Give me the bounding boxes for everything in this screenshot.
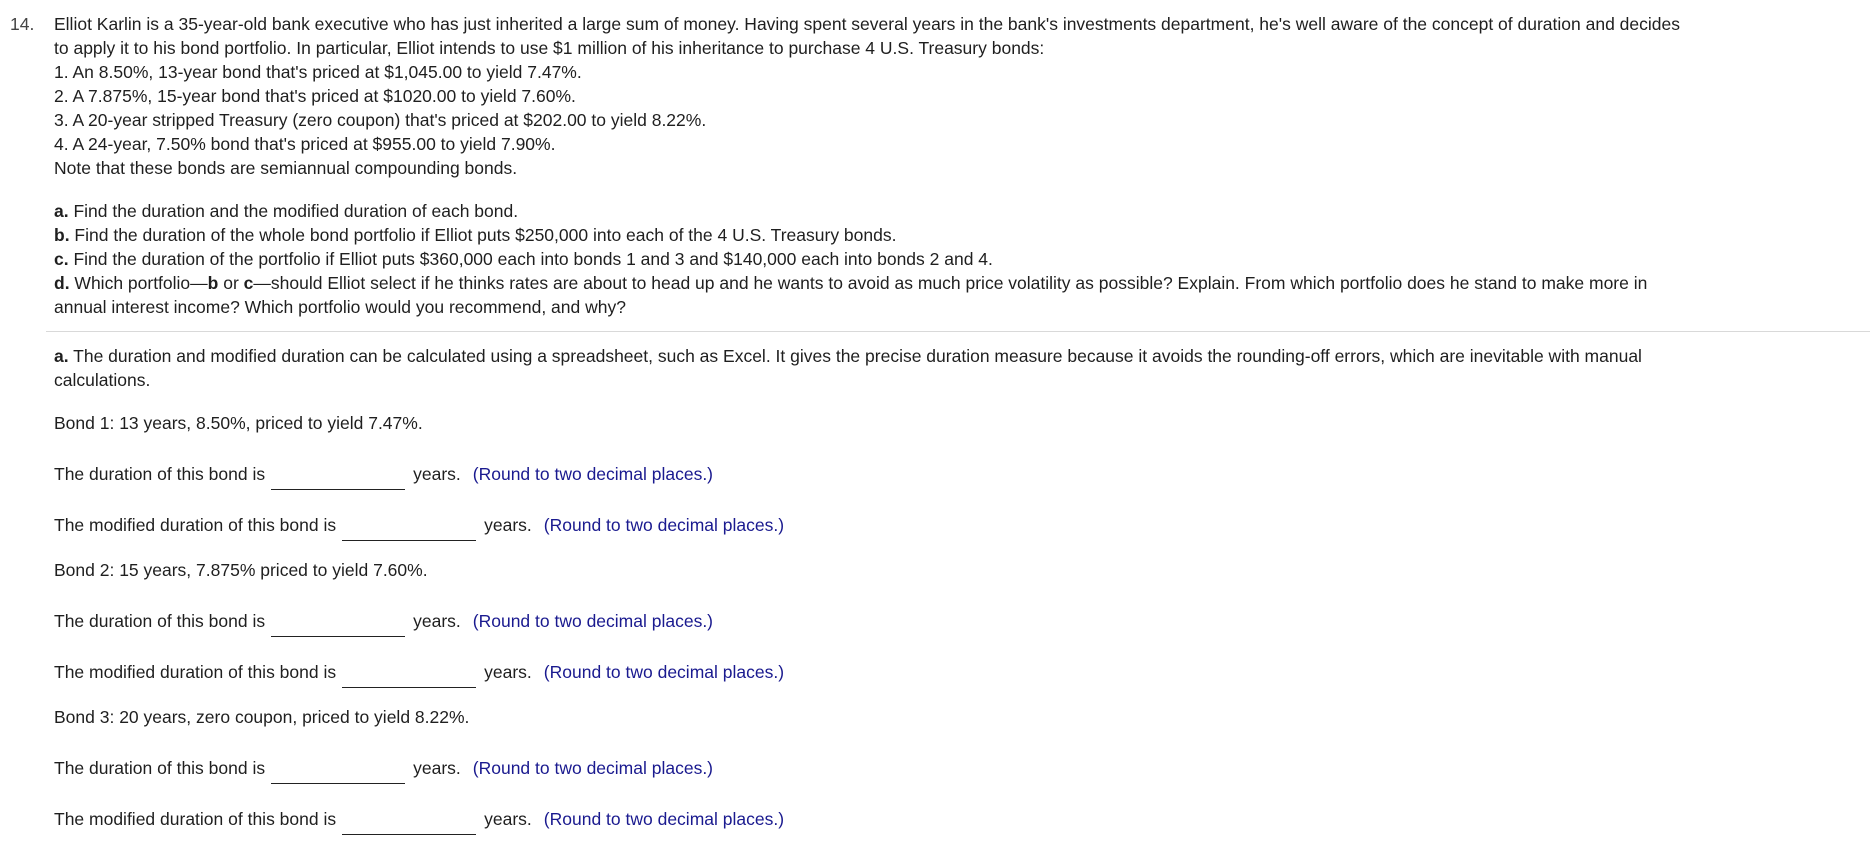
part-d-option-c: c (243, 273, 254, 293)
bond-2-duration-input[interactable] (271, 614, 405, 637)
bond-2-heading: Bond 2: 15 years, 7.875% priced to yield 7.60%. (54, 560, 428, 580)
compounding-note: Note that these bonds are semiannual compounding bonds. (54, 158, 518, 178)
bond-1-duration-input[interactable] (271, 467, 405, 490)
duration-label: The duration of this bond is (54, 758, 266, 778)
part-d (54, 271, 1870, 295)
part-d-option-b: b (207, 273, 219, 293)
part-d-text-2: —should Elliot select if he thinks rates are about to head up and he wants to avoid as much price volatility as possible? Explain. From which portfolio does he stand to make more in (253, 273, 1648, 293)
bond-3-heading: Bond 3: 20 years, zero coupon, priced to yield 8.22%. (54, 707, 470, 727)
question-text (54, 12, 1870, 319)
bond-3-duration-input[interactable] (271, 761, 405, 784)
bond-2-duration-row (54, 603, 1844, 633)
part-d-line-2: annual interest income? Which portfolio would you recommend, and why? (54, 297, 626, 317)
rounding-hint: (Round to two decimal places.) (472, 464, 714, 484)
units-label: years. (484, 809, 532, 829)
part-b-label: b. (54, 225, 70, 245)
part-b (54, 223, 1870, 247)
bond-2-modified-duration-input[interactable] (342, 665, 476, 688)
answer-section (54, 344, 1844, 831)
part-d-or: or (218, 273, 244, 293)
bond-item-1: 1. An 8.50%, 13-year bond that's priced at $1,045.00 to yield 7.47%. (54, 62, 582, 82)
bond-1-modified-duration-input[interactable] (342, 518, 476, 541)
part-b-text: Find the duration of the whole bond portfolio if Elliot puts $250,000 into each of the 4 U.S. Treasury bonds. (69, 225, 897, 245)
part-c (54, 247, 1870, 271)
answer-intro-text: The duration and modified duration can be calculated using a spreadsheet, such as Excel. It gives the precise duration measure because it avoids the rounding-off errors, which are inevitable with manual (68, 346, 1642, 366)
part-a (54, 199, 1870, 223)
part-c-text: Find the duration of the portfolio if Elliot puts $360,000 each into bonds 1 and 3 and $140,000 each into bonds 2 and 4. (68, 249, 993, 269)
part-a-label: a. (54, 201, 69, 221)
duration-label: The duration of this bond is (54, 464, 266, 484)
duration-label: The duration of this bond is (54, 611, 266, 631)
modified-duration-label: The modified duration of this bond is (54, 515, 337, 535)
units-label: years. (413, 758, 461, 778)
rounding-hint: (Round to two decimal places.) (543, 662, 785, 682)
bond-2-modified-duration-row (54, 654, 1844, 684)
modified-duration-label: The modified duration of this bond is (54, 662, 337, 682)
bond-item-4: 4. A 24-year, 7.50% bond that's priced at $955.00 to yield 7.90%. (54, 134, 556, 154)
answer-a-label: a. (54, 346, 69, 366)
rounding-hint: (Round to two decimal places.) (543, 515, 785, 535)
part-d-text-1: Which portfolio— (69, 273, 208, 293)
modified-duration-label: The modified duration of this bond is (54, 809, 337, 829)
question-line-2: to apply it to his bond portfolio. In particular, Elliot intends to use $1 million of his inheritance to purchase 4 U.S. Treasury bonds: (54, 38, 1045, 58)
answer-intro-line-2: calculations. (54, 370, 151, 390)
rounding-hint: (Round to two decimal places.) (472, 758, 714, 778)
bond-3-modified-duration-input[interactable] (342, 812, 476, 835)
part-d-label: d. (54, 273, 70, 293)
answer-intro-line-1 (54, 344, 1844, 368)
section-divider (46, 331, 1870, 332)
bond-item-2: 2. A 7.875%, 15-year bond that's priced at $1020.00 to yield 7.60%. (54, 86, 576, 106)
bond-1-modified-duration-row (54, 507, 1844, 537)
rounding-hint: (Round to two decimal places.) (472, 611, 714, 631)
bond-item-3: 3. A 20-year stripped Treasury (zero coupon) that's priced at $202.00 to yield 8.22%. (54, 110, 707, 130)
question-line-1: Elliot Karlin is a 35-year-old bank executive who has just inherited a large sum of money. Having spent several years in the bank's investments department, he's well aware of the concept of duration and decides (54, 14, 1680, 34)
bond-1-heading: Bond 1: 13 years, 8.50%, priced to yield 7.47%. (54, 413, 423, 433)
bond-3-modified-duration-row (54, 801, 1844, 831)
part-a-text: Find the duration and the modified duration of each bond. (68, 201, 519, 221)
bond-1-duration-row (54, 456, 1844, 486)
question-number: 14. (10, 14, 35, 34)
bond-3-duration-row (54, 750, 1844, 780)
part-c-label: c. (54, 249, 69, 269)
answer-intro (54, 344, 1844, 392)
units-label: years. (413, 611, 461, 631)
units-label: years. (484, 662, 532, 682)
rounding-hint: (Round to two decimal places.) (543, 809, 785, 829)
units-label: years. (413, 464, 461, 484)
units-label: years. (484, 515, 532, 535)
